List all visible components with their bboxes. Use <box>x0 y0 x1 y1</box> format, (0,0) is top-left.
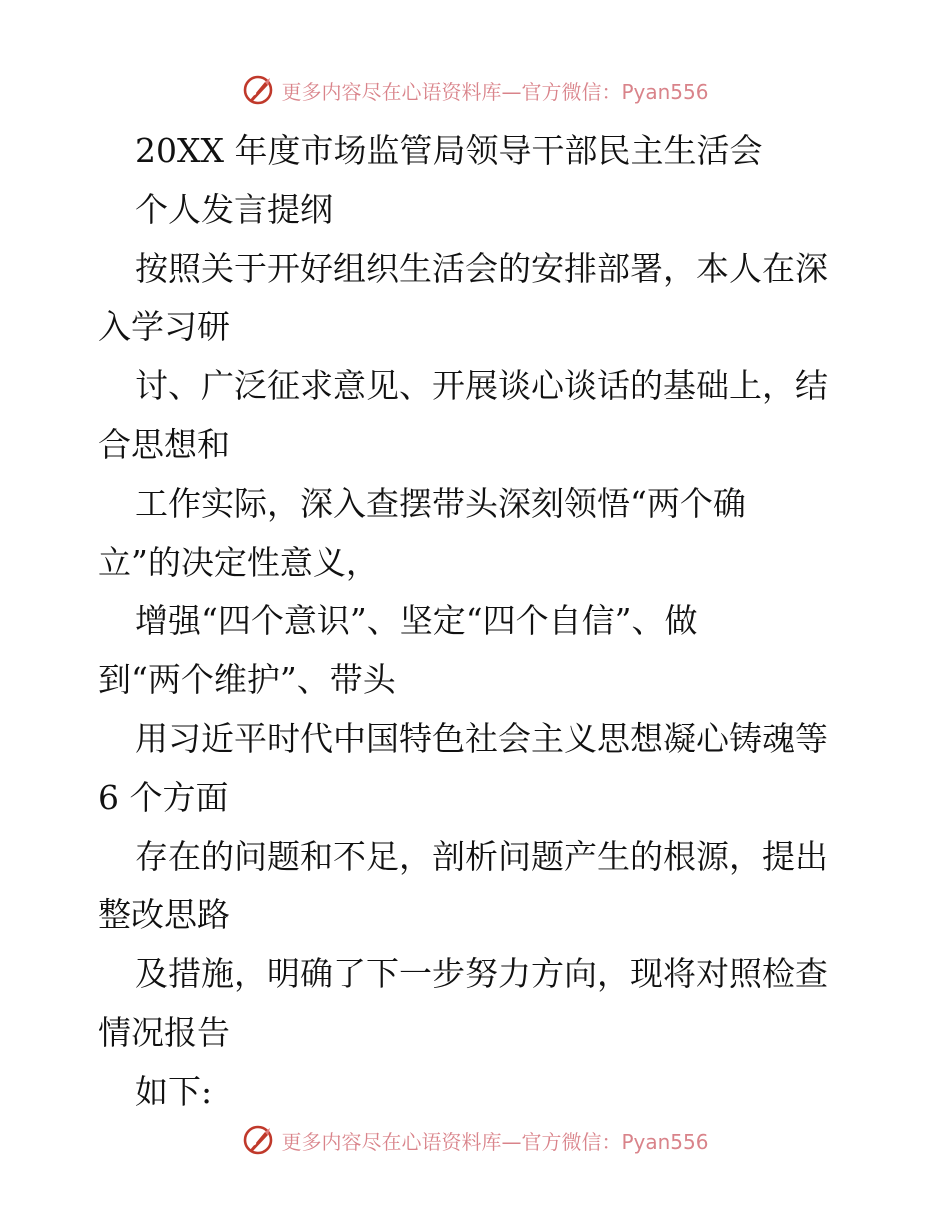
paragraph-line: 增强“四个意识”、坚定“四个自信”、做 <box>135 601 698 641</box>
header-banner <box>0 70 950 110</box>
paragraph-line: 合思想和 <box>98 424 230 464</box>
paragraph-line: 整改思路 <box>98 895 230 935</box>
paragraph-line: 工作实际，深入查摆带头深刻领悟“两个确 <box>135 483 746 523</box>
paragraph-line: 如下: <box>135 1071 213 1111</box>
quill-logo-icon <box>241 1123 275 1157</box>
paragraph-line: 立”的决定性意义， <box>98 542 379 582</box>
paragraph-line: 6 个方面 <box>98 777 229 817</box>
document-body <box>98 122 858 1122</box>
footer-banner-text: 更多内容尽在心语资料库—官方微信：Pyan556 <box>281 1129 709 1154</box>
paragraph-line: 存在的问题和不足，剖析问题产生的根源，提出 <box>135 836 828 876</box>
paragraph-line: 及措施，明确了下一步努力方向，现将对照检查 <box>135 954 828 994</box>
document-subtitle-line: 个人发言提纲 <box>135 189 333 229</box>
paragraph-line: 到“两个维护”、带头 <box>98 660 396 700</box>
header-banner-text: 更多内容尽在心语资料库—官方微信：Pyan556 <box>281 79 709 104</box>
quill-logo-icon <box>241 73 275 107</box>
paragraph-line: 用习近平时代中国特色社会主义思想凝心铸魂等 <box>135 718 828 758</box>
paragraph-line: 情况报告 <box>98 1012 230 1052</box>
paragraph-line: 入学习研 <box>98 307 230 347</box>
document-title-line: 20XX 年度市场监管局领导干部民主生活会 <box>135 131 763 170</box>
paragraph-line: 按照关于开好组织生活会的安排部署，本人在深 <box>135 248 828 288</box>
paragraph-line: 讨、广泛征求意见、开展谈心谈话的基础上，结 <box>135 366 828 406</box>
footer-banner <box>0 1120 950 1160</box>
